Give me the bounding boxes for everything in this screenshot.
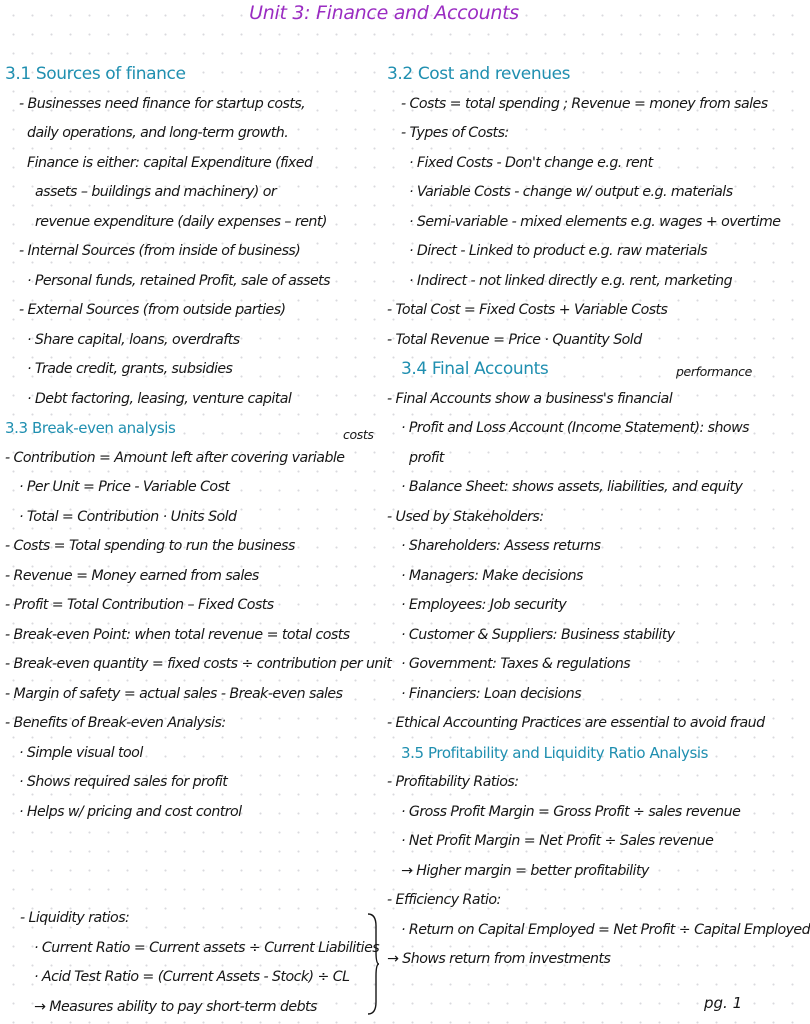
performance-annotation: performance xyxy=(676,364,752,379)
right-note-line: · Semi-variable - mixed elements e.g. wages + overtime xyxy=(409,213,781,230)
left-note-line: - Break-even Point: when total revenue = total costs xyxy=(5,626,350,643)
left-note-heading: 3.3 Break-even analysis xyxy=(5,419,176,437)
right-note-heading: 3.5 Profitability and Liquidity Ratio Analysis xyxy=(401,743,709,762)
left-note-line: - Benefits of Break-even Analysis: xyxy=(5,715,226,731)
left-note-line: assets – buildings and machinery) or xyxy=(35,184,277,200)
left-note-line: - Margin of safety = actual sales - Break-even sales xyxy=(5,685,343,702)
left-note-line: - Internal Sources (from inside of business) xyxy=(19,243,301,259)
right-note-heading: 3.4 Final Accounts xyxy=(401,359,549,379)
right-note-line: · Indirect - not linked directly e.g. rent, marketing xyxy=(409,272,733,289)
left-note-heading: 3.1 Sources of finance xyxy=(5,64,186,84)
left-note-line: - Profit = Total Contribution – Fixed Costs xyxy=(5,597,274,613)
right-note-heading: 3.2 Cost and revenues xyxy=(387,64,571,84)
left-note-line: - Businesses need finance for startup costs, xyxy=(19,95,306,112)
left-note-line: Finance is either: capital Expenditure (fixed xyxy=(27,154,313,171)
right-note-line: · Return on Capital Employed = Net Profit ÷ Capital Employed xyxy=(401,921,810,938)
left-note-line: · Shows required sales for profit xyxy=(19,774,228,790)
right-note-line: - Total Revenue = Price · Quantity Sold xyxy=(387,331,642,348)
liquidity-note-line: · Acid Test Ratio = (Current Assets - Stock) ÷ CL xyxy=(34,969,350,985)
liquidity-section xyxy=(20,904,380,1022)
left-note-line: · Debt factoring, leasing, venture capital xyxy=(27,390,292,407)
liquidity-note-line: → Measures ability to pay short-term debts xyxy=(34,998,317,1015)
right-note-line: - Efficiency Ratio: xyxy=(387,892,501,908)
left-note-line: daily operations, and long-term growth. xyxy=(27,125,289,141)
right-note-line: · Net Profit Margin = Net Profit ÷ Sales revenue xyxy=(401,833,714,849)
right-note-line: - Costs = total spending ; Revenue = money from sales xyxy=(401,95,768,112)
right-note-line: - Used by Stakeholders: xyxy=(387,508,544,525)
right-note-line: - Total Cost = Fixed Costs + Variable Costs xyxy=(387,302,668,318)
right-note-line: → Shows return from investments xyxy=(387,951,611,967)
liquidity-note-line: · Current Ratio = Current assets ÷ Current Liabilities xyxy=(34,939,380,956)
page-number: pg. 1 xyxy=(704,994,743,1012)
left-note-line: · Share capital, loans, overdrafts xyxy=(27,331,240,348)
left-column xyxy=(5,60,390,827)
left-note-line: · Helps w/ pricing and cost control xyxy=(19,803,242,820)
right-note-line: · Employees: Job security xyxy=(401,597,567,613)
right-note-line: · Financiers: Loan decisions xyxy=(401,685,582,702)
left-note-line: · Per Unit = Price - Variable Cost xyxy=(19,479,230,495)
left-note-line: - Contribution = Amount left after covering variable xyxy=(5,449,345,466)
right-note-line: - Ethical Accounting Practices are essential to avoid fraud xyxy=(387,715,765,731)
right-column xyxy=(387,60,810,975)
curly-brace-icon xyxy=(366,912,380,1016)
right-note-line: · Shareholders: Assess returns xyxy=(401,538,601,554)
left-note-line: - Break-even quantity = fixed costs ÷ contribution per unit xyxy=(5,656,392,672)
right-note-line: · Profit and Loss Account (Income Statement): shows xyxy=(401,420,749,436)
right-note-line: - Profitability Ratios: xyxy=(387,774,519,790)
left-note-line: - Costs = Total spending to run the business xyxy=(5,538,295,554)
right-note-line: · Variable Costs - change w/ output e.g. materials xyxy=(409,184,733,200)
left-note-line: - External Sources (from outside parties) xyxy=(19,302,286,318)
liquidity-note-line: - Liquidity ratios: xyxy=(20,910,130,926)
left-note-line: · Trade credit, grants, subsidies xyxy=(27,361,233,377)
right-note-line: · Gross Profit Margin = Gross Profit ÷ sales revenue xyxy=(401,803,741,820)
costs-annotation: costs xyxy=(343,427,374,442)
right-note-line: → Higher margin = better profitability xyxy=(401,862,649,879)
left-note-line: · Total = Contribution · Units Sold xyxy=(19,508,237,525)
right-note-line: - Types of Costs: xyxy=(401,125,509,141)
right-note-line: · Customer & Suppliers: Business stability xyxy=(401,626,675,643)
page-title: Unit 3: Finance and Accounts xyxy=(249,2,519,24)
right-note-line: · Government: Taxes & regulations xyxy=(401,656,631,672)
right-note-line: · Direct - Linked to product e.g. raw materials xyxy=(409,243,708,259)
right-note-line: · Managers: Make decisions xyxy=(401,567,583,584)
left-note-line: · Personal funds, retained Profit, sale of assets xyxy=(27,272,330,289)
right-note-line: · Fixed Costs - Don't change e.g. rent xyxy=(409,154,653,171)
left-note-line: revenue expenditure (daily expenses – rent) xyxy=(35,213,327,230)
left-note-line: · Simple visual tool xyxy=(19,744,143,761)
right-note-line: - Final Accounts show a business's financial xyxy=(387,390,673,407)
right-note-line: profit xyxy=(409,449,444,466)
left-note-line: - Revenue = Money earned from sales xyxy=(5,567,259,584)
right-note-line: · Balance Sheet: shows assets, liabilities, and equity xyxy=(401,479,743,495)
